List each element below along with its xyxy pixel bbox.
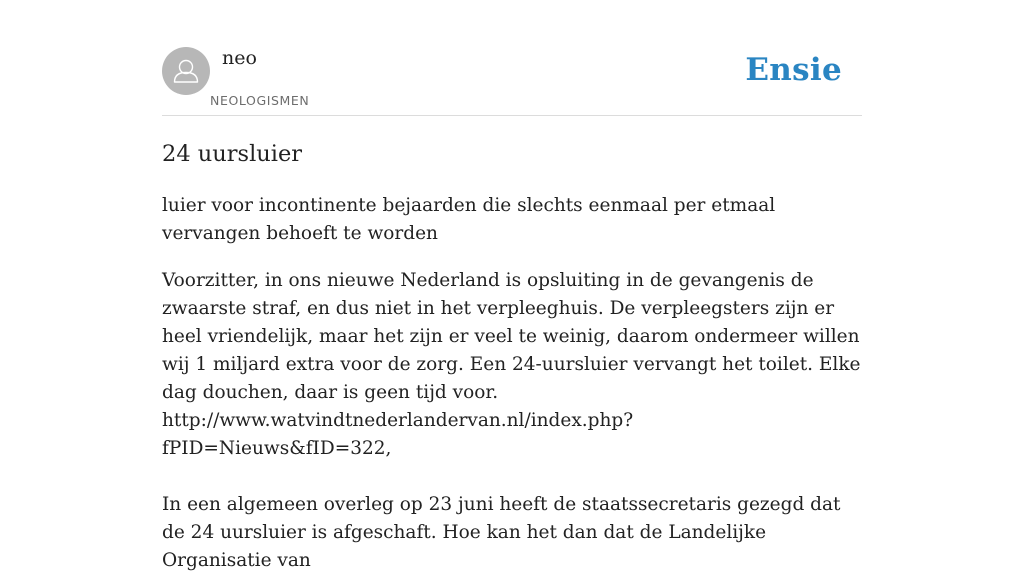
entry-header bbox=[162, 0, 862, 116]
entry-title: 24 uursluier bbox=[162, 141, 303, 167]
entry-page bbox=[162, 0, 862, 571]
entry-example bbox=[162, 267, 862, 575]
example-paragraph: In een algemeen overleg op 23 juni heeft de staatssecretaris gezegd dat de 24 uursluier is afgeschaft. Hoe kan het dan dat de Landelijke Organisatie van bbox=[162, 494, 841, 571]
user-avatar-icon[interactable] bbox=[162, 47, 210, 95]
entry-definition: luier voor incontinente bejaarden die slechts eenmaal per etmaal vervangen behoeft te worden bbox=[162, 195, 776, 244]
author-name-link[interactable]: neo bbox=[222, 47, 257, 69]
example-paragraph: Voorzitter, in ons nieuwe Nederland is opsluiting in de gevangenis de zwaarste straf, en dus niet in het verpleeghuis. De verpleegsters zijn er heel vriendelijk, maar het zijn er veel te weinig, daarom ondermeer willen wij 1 miljard extra voor de zorg. Een 24-uursluier vervangt het toilet. Elke dag douchen, daar is geen tijd voor. bbox=[162, 270, 861, 403]
site-logo[interactable]: Ensie bbox=[745, 52, 842, 88]
category-label[interactable]: NEOLOGISMEN bbox=[210, 93, 310, 108]
paragraph-spacer bbox=[162, 463, 862, 491]
example-url-link[interactable]: http://www.watvindtnederlandervan.nl/index.php?fPID=Nieuws&fID=322, bbox=[162, 410, 634, 459]
